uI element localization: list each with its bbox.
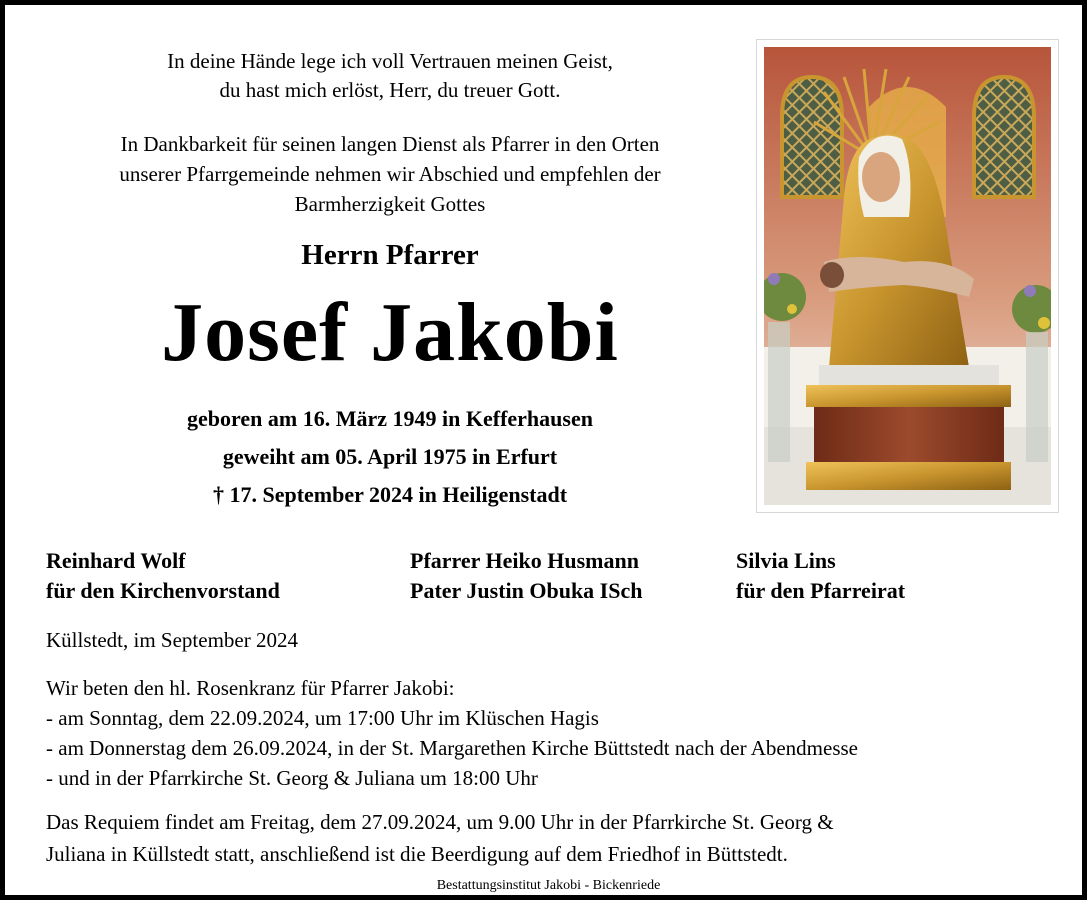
requiem-line: Das Requiem findet am Freitag, dem 27.09.2024, um 9.00 Uhr in der Pfarrkirche St. Georg &	[46, 810, 834, 834]
ordination-date: geweiht am 05. April 1975 in Erfurt	[222, 444, 558, 469]
deceased-name: Josef Jakobi	[161, 286, 619, 379]
signer-name: Silvia Lins	[736, 548, 836, 573]
signer-name: Pfarrer Heiko Husmann	[410, 548, 639, 573]
rosary-announcement	[46, 673, 858, 793]
signer-name: Reinhard Wolf	[46, 548, 186, 573]
bible-verse	[45, 47, 735, 105]
rosary-item: - und in der Pfarrkirche St. Georg & Juliana um 18:00 Uhr	[46, 766, 538, 790]
signer-name: Pater Justin Obuka ISch	[410, 578, 643, 603]
signer-clergy	[410, 546, 642, 606]
signer-kirchenvorstand	[46, 546, 280, 606]
requiem-announcement	[46, 806, 1056, 870]
intro-text	[45, 129, 735, 219]
intro-line: unserer Pfarrgemeinde nehmen wir Abschied und empfehlen der	[119, 162, 661, 186]
signer-pfarreirat	[736, 546, 905, 606]
death-date: † 17. September 2024 in Heiligenstadt	[212, 482, 568, 507]
signer-role: für den Pfarreirat	[736, 578, 906, 603]
pieta-photo-icon	[764, 47, 1051, 505]
intro-line: In Dankbarkeit für seinen langen Dienst als Pfarrer in den Orten	[120, 132, 660, 156]
deceased-salutation: Herrn Pfarrer	[301, 239, 479, 271]
funeral-home-footer: Bestattungsinstitut Jakobi - Bickenriede	[436, 878, 661, 893]
verse-line: du hast mich erlöst, Herr, du treuer Gott.	[219, 78, 561, 102]
birth-date: geboren am 16. März 1949 in Kefferhausen	[187, 406, 593, 431]
rosary-item: - am Donnerstag dem 26.09.2024, in der St. Margarethen Kirche Büttstedt nach der Abendmesse	[46, 736, 858, 760]
pieta-photo	[756, 39, 1059, 513]
signer-role: für den Kirchenvorstand	[46, 578, 280, 603]
life-dates	[45, 400, 735, 514]
verse-line: In deine Hände lege ich voll Vertrauen meinen Geist,	[167, 49, 613, 73]
requiem-line: Juliana in Küllstedt statt, anschließend ist die Beerdigung auf dem Friedhof in Büttstedt.	[46, 842, 788, 866]
place-date: Küllstedt, im September 2024	[46, 628, 298, 652]
intro-line: Barmherzigkeit Gottes	[294, 192, 486, 216]
rosary-item: - am Sonntag, dem 22.09.2024, um 17:00 Uhr im Klüschen Hagis	[46, 706, 599, 730]
rosary-intro: Wir beten den hl. Rosenkranz für Pfarrer Jakobi:	[46, 676, 455, 700]
